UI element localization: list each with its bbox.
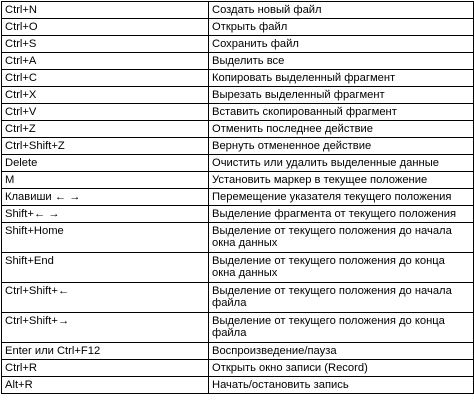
table-row [2,19,474,36]
shortcut-description: Вернуть отмененное действие [209,138,474,155]
shortcut-description: Отменить последнее действие [209,121,474,138]
shortcut-key: Ctrl+Shift+Z [2,138,209,155]
shortcut-description: Начать/остановить запись [209,377,474,394]
table-row [2,121,474,138]
shortcut-description: Выделить все [209,53,474,70]
shortcut-key: Ctrl+X [2,87,209,104]
shortcut-description: Установить маркер в текущее положение [209,172,474,189]
shortcut-description: Очистить или удалить выделенные данные [209,155,474,172]
table-row [2,189,474,206]
shortcut-key: Enter или Ctrl+F12 [2,343,209,360]
table-row [2,36,474,53]
shortcut-key: Shift+End [2,253,209,283]
table-row [2,360,474,377]
table-row [2,53,474,70]
shortcut-description: Сохранить файл [209,36,474,53]
shortcut-key: Ctrl+R [2,360,209,377]
shortcut-key: Ctrl+Shift+← [2,283,209,313]
table-row [2,206,474,223]
shortcut-key: Ctrl+O [2,19,209,36]
shortcut-description: Вставить скопированный фрагмент [209,104,474,121]
table-row [2,283,474,313]
table-row [2,70,474,87]
shortcut-key: Ctrl+N [2,2,209,19]
shortcut-key: Ctrl+Z [2,121,209,138]
shortcut-description: Воспроизведение/пауза [209,343,474,360]
shortcut-key: Клавиши ← → [2,189,209,206]
table-row [2,253,474,283]
table-row [2,87,474,104]
shortcut-key: Alt+R [2,377,209,394]
table-row [2,223,474,253]
shortcut-description: Создать новый файл [209,2,474,19]
table-row [2,155,474,172]
shortcut-description: Выделение от текущего положения до конца файла [209,313,474,343]
page [0,1,474,410]
shortcut-key: Ctrl+V [2,104,209,121]
shortcut-description: Перемещение указателя текущего положения [209,189,474,206]
table-row [2,172,474,189]
shortcut-key: Ctrl+A [2,53,209,70]
shortcut-key: Ctrl+S [2,36,209,53]
table-row [2,313,474,343]
shortcuts-table [1,1,474,394]
shortcut-key: Shift+Home [2,223,209,253]
shortcut-key: Ctrl+Shift+→ [2,313,209,343]
shortcut-key: Shift+← → [2,206,209,223]
table-row [2,343,474,360]
table-row [2,377,474,394]
table-row [2,2,474,19]
shortcut-key: M [2,172,209,189]
shortcut-description: Выделение от текущего положения до начала окна данных [209,223,474,253]
shortcut-description: Выделение от текущего положения до конца окна данных [209,253,474,283]
shortcut-description: Открыть файл [209,19,474,36]
table-row [2,138,474,155]
shortcut-description: Выделение от текущего положения до начала файла [209,283,474,313]
table-row [2,104,474,121]
shortcut-description: Открыть окно записи (Record) [209,360,474,377]
shortcut-key: Ctrl+C [2,70,209,87]
shortcut-description: Вырезать выделенный фрагмент [209,87,474,104]
shortcut-key: Delete [2,155,209,172]
shortcut-description: Выделение фрагмента от текущего положения [209,206,474,223]
shortcut-description: Копировать выделенный фрагмент [209,70,474,87]
